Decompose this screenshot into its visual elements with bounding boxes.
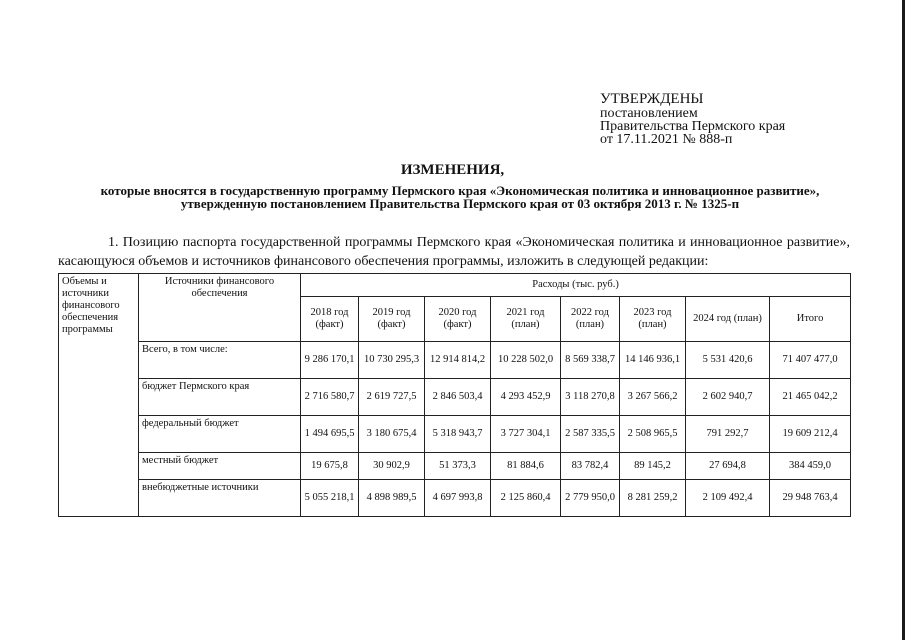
approval-heading: УТВЕРЖДЕНЫ bbox=[600, 91, 704, 107]
value-cell: 5 318 943,7 bbox=[425, 416, 491, 453]
value-cell: 791 292,7 bbox=[686, 416, 770, 453]
total-cell: 384 459,0 bbox=[770, 453, 851, 480]
value-cell: 19 675,8 bbox=[301, 453, 359, 480]
approval-date: от 17.11.2021 № 888-п bbox=[600, 132, 733, 147]
financing-table bbox=[58, 273, 851, 517]
table-row bbox=[59, 416, 851, 453]
value-cell: 2 846 503,4 bbox=[425, 379, 491, 416]
value-cell: 83 782,4 bbox=[561, 453, 620, 480]
value-cell: 1 494 695,5 bbox=[301, 416, 359, 453]
sources-header: Источники финансового обеспечения bbox=[139, 274, 301, 342]
value-cell: 3 180 675,4 bbox=[359, 416, 425, 453]
body-paragraph: 1. Позицию паспорта государственной программы Пермского края «Экономическая политика и инновационное развитие», касающуюся объемов и источников финансового обеспечения программы, изложить в следующей редакции: bbox=[58, 235, 850, 269]
value-cell: 2 602 940,7 bbox=[686, 379, 770, 416]
document-subtitle: которые вносятся в государственную программу Пермского края «Экономическая политика и инновационное развитие», утвержденную постановлением Правительства Пермского края от 03 октября 2013 г. № 1325-п bbox=[100, 183, 820, 211]
value-cell: 4 293 452,9 bbox=[491, 379, 561, 416]
value-cell: 2 109 492,4 bbox=[686, 480, 770, 517]
total-header: Итого bbox=[770, 297, 851, 342]
year-header: 2022 год (план) bbox=[561, 297, 620, 342]
table-row bbox=[59, 342, 851, 379]
value-cell: 8 281 259,2 bbox=[620, 480, 686, 517]
value-cell: 81 884,6 bbox=[491, 453, 561, 480]
value-cell: 2 619 727,5 bbox=[359, 379, 425, 416]
value-cell: 5 055 218,1 bbox=[301, 480, 359, 517]
approval-line: постановлением bbox=[600, 106, 698, 121]
value-cell: 4 898 989,5 bbox=[359, 480, 425, 517]
approval-stamp bbox=[600, 92, 785, 146]
value-cell: 12 914 814,2 bbox=[425, 342, 491, 379]
value-cell: 89 145,2 bbox=[620, 453, 686, 480]
total-cell: 29 948 763,4 bbox=[770, 480, 851, 517]
document-title: ИЗМЕНЕНИЯ, bbox=[400, 162, 505, 178]
total-cell: 21 465 042,2 bbox=[770, 379, 851, 416]
value-cell: 5 531 420,6 bbox=[686, 342, 770, 379]
total-cell: 19 609 212,4 bbox=[770, 416, 851, 453]
year-header: 2021 год (план) bbox=[491, 297, 561, 342]
value-cell: 2 125 860,4 bbox=[491, 480, 561, 517]
value-cell: 27 694,8 bbox=[686, 453, 770, 480]
value-cell: 2 508 965,5 bbox=[620, 416, 686, 453]
source-label: Всего, в том числе: bbox=[139, 342, 301, 379]
value-cell: 2 587 335,5 bbox=[561, 416, 620, 453]
year-header: 2019 год (факт) bbox=[359, 297, 425, 342]
year-header: 2018 год (факт) bbox=[301, 297, 359, 342]
value-cell: 8 569 338,7 bbox=[561, 342, 620, 379]
value-cell: 30 902,9 bbox=[359, 453, 425, 480]
total-cell: 71 407 477,0 bbox=[770, 342, 851, 379]
table-row bbox=[59, 480, 851, 517]
value-cell: 14 146 936,1 bbox=[620, 342, 686, 379]
year-header: 2020 год (факт) bbox=[425, 297, 491, 342]
value-cell: 9 286 170,1 bbox=[301, 342, 359, 379]
value-cell: 51 373,3 bbox=[425, 453, 491, 480]
approval-line: Правительства Пермского края bbox=[600, 119, 786, 134]
expenses-header: Расходы (тыс. руб.) bbox=[301, 274, 851, 297]
value-cell: 3 727 304,1 bbox=[491, 416, 561, 453]
value-cell: 3 267 566,2 bbox=[620, 379, 686, 416]
year-header: 2024 год (план) bbox=[686, 297, 770, 342]
year-header: 2023 год (план) bbox=[620, 297, 686, 342]
source-label: федеральный бюджет bbox=[139, 416, 301, 453]
source-label: внебюджетные источники bbox=[139, 480, 301, 517]
value-cell: 4 697 993,8 bbox=[425, 480, 491, 517]
value-cell: 10 730 295,3 bbox=[359, 342, 425, 379]
row-label-cell: Объемы и источники финансового обеспечения программы bbox=[59, 274, 139, 517]
value-cell: 2 716 580,7 bbox=[301, 379, 359, 416]
table-row bbox=[59, 379, 851, 416]
value-cell: 2 779 950,0 bbox=[561, 480, 620, 517]
table-row bbox=[59, 453, 851, 480]
source-label: бюджет Пермского края bbox=[139, 379, 301, 416]
value-cell: 3 118 270,8 bbox=[561, 379, 620, 416]
value-cell: 10 228 502,0 bbox=[491, 342, 561, 379]
source-label: местный бюджет bbox=[139, 453, 301, 480]
